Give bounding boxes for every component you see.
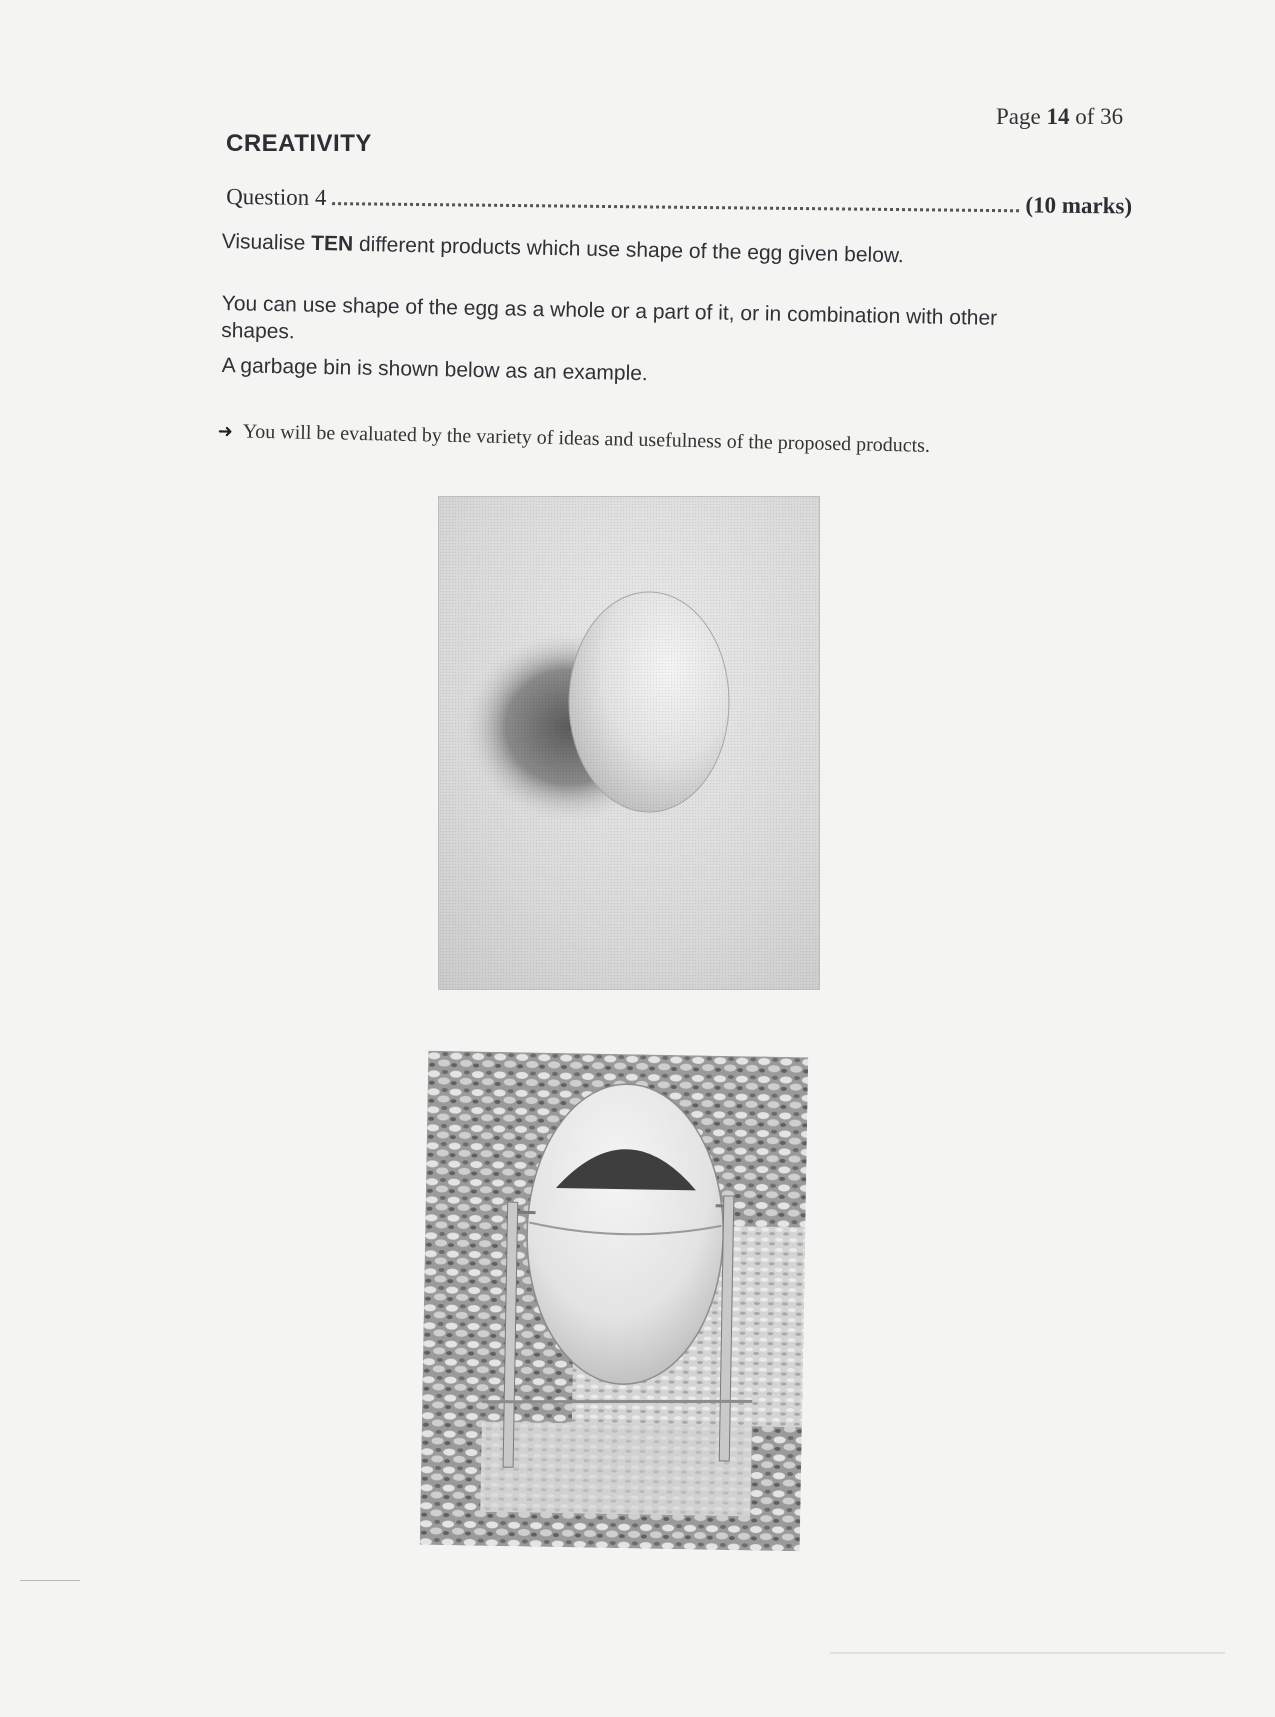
egg-photo (438, 496, 820, 990)
scan-artifact (20, 1580, 80, 1581)
page-number-prefix: Page (996, 104, 1047, 129)
evaluation-note (218, 420, 931, 458)
instruction-visualise-suffix: different products which use shape of the egg given below. (352, 232, 904, 268)
instruction-example: A garbage bin is shown below as an example. (221, 353, 648, 386)
dotted-leader (332, 201, 1019, 212)
question-label: Question 4 (226, 184, 327, 211)
page-number (996, 104, 1123, 130)
page-number-suffix: of 36 (1069, 104, 1124, 129)
instruction-visualise-emphasis: TEN (310, 231, 354, 256)
evaluation-note-text: You will be evaluated by the variety of ideas and usefulness of the proposed products. (242, 420, 931, 457)
right-arrow-icon: ➜ (217, 420, 234, 443)
scan-artifact (830, 1652, 1225, 1654)
section-title: CREATIVITY (226, 130, 372, 157)
egg-bin-photo (420, 1051, 809, 1552)
instruction-visualise (221, 228, 904, 269)
question-marks: (10 marks) (1025, 192, 1133, 219)
page-number-current: 14 (1046, 104, 1070, 129)
instruction-visualise-prefix: Visualise (221, 229, 312, 255)
instruction-shape-usage: You can use shape of the egg as a whole or a part of it, or in combination with other shapes. (221, 291, 998, 344)
question-heading (226, 176, 1132, 219)
